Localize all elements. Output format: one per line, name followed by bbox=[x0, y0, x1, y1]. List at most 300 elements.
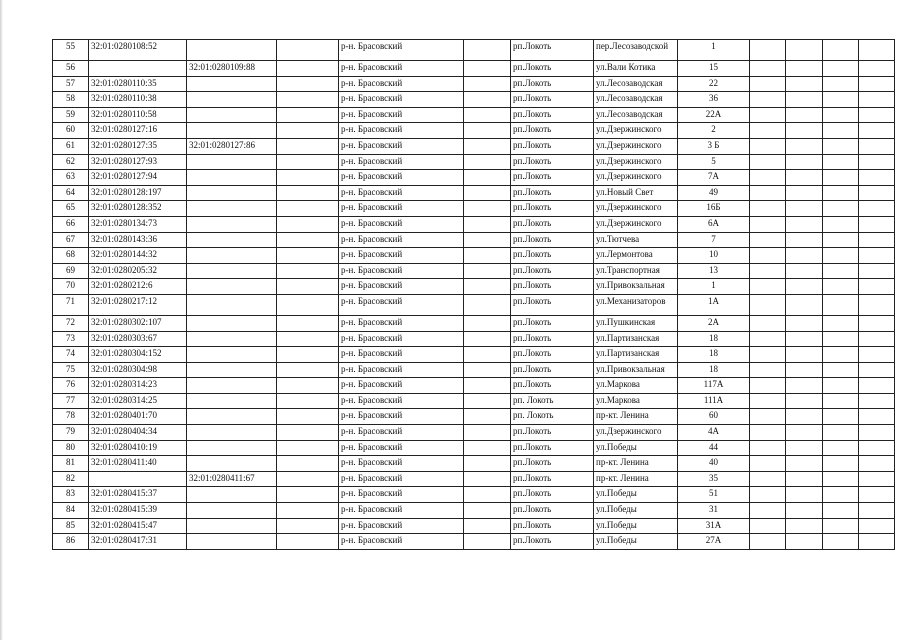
empty-cell bbox=[464, 487, 511, 503]
empty-cell bbox=[786, 232, 823, 248]
cadastral-number-cell: 32:01:0280127:93 bbox=[89, 154, 187, 170]
street-cell: ул.Победы bbox=[594, 518, 678, 534]
empty-cell bbox=[859, 263, 895, 279]
house-number-cell: 18 bbox=[678, 331, 750, 347]
settlement-cell: рп.Локоть bbox=[511, 440, 594, 456]
cadastral-number-cell bbox=[89, 471, 187, 487]
empty-cell bbox=[859, 440, 895, 456]
cadastral-number-cell: 32:01:0280127:35 bbox=[89, 138, 187, 154]
empty-cell bbox=[823, 471, 859, 487]
house-number-cell: 22А bbox=[678, 107, 750, 123]
cadastral-number-cell: 32:01:0280127:16 bbox=[89, 123, 187, 139]
empty-cell bbox=[823, 92, 859, 108]
empty-cell bbox=[750, 263, 786, 279]
house-number-cell: 36 bbox=[678, 92, 750, 108]
settlement-cell: рп.Локоть bbox=[511, 61, 594, 77]
empty-cell bbox=[277, 425, 339, 441]
district-cell: р-н. Брасовский bbox=[339, 393, 464, 409]
secondary-cadastral-cell bbox=[187, 123, 277, 139]
empty-cell bbox=[786, 456, 823, 472]
district-cell: р-н. Брасовский bbox=[339, 331, 464, 347]
settlement-cell: рп.Локоть bbox=[511, 216, 594, 232]
empty-cell bbox=[823, 107, 859, 123]
row-number: 62 bbox=[53, 154, 89, 170]
empty-cell bbox=[823, 315, 859, 331]
table-row bbox=[53, 440, 895, 456]
row-number: 71 bbox=[53, 294, 89, 315]
cadastral-number-cell: 32:01:0280110:38 bbox=[89, 92, 187, 108]
empty-cell bbox=[750, 61, 786, 77]
cadastral-number-cell: 32:01:0280415:37 bbox=[89, 487, 187, 503]
secondary-cadastral-cell bbox=[187, 409, 277, 425]
empty-cell bbox=[859, 362, 895, 378]
settlement-cell: рп.Локоть bbox=[511, 456, 594, 472]
empty-cell bbox=[277, 263, 339, 279]
secondary-cadastral-cell bbox=[187, 425, 277, 441]
empty-cell bbox=[464, 216, 511, 232]
empty-cell bbox=[464, 232, 511, 248]
table-row bbox=[53, 409, 895, 425]
row-number: 82 bbox=[53, 471, 89, 487]
street-cell: ул.Маркова bbox=[594, 393, 678, 409]
empty-cell bbox=[750, 518, 786, 534]
row-number: 78 bbox=[53, 409, 89, 425]
district-cell: р-н. Брасовский bbox=[339, 425, 464, 441]
empty-cell bbox=[786, 248, 823, 264]
district-cell: р-н. Брасовский bbox=[339, 40, 464, 61]
district-cell: р-н. Брасовский bbox=[339, 248, 464, 264]
empty-cell bbox=[464, 201, 511, 217]
house-number-cell: 35 bbox=[678, 471, 750, 487]
district-cell: р-н. Брасовский bbox=[339, 294, 464, 315]
empty-cell bbox=[464, 107, 511, 123]
empty-cell bbox=[859, 534, 895, 550]
row-number: 86 bbox=[53, 534, 89, 550]
table-row bbox=[53, 76, 895, 92]
empty-cell bbox=[750, 347, 786, 363]
empty-cell bbox=[859, 409, 895, 425]
empty-cell bbox=[464, 185, 511, 201]
settlement-cell: рп.Локоть bbox=[511, 154, 594, 170]
street-cell: ул.Дзержинского bbox=[594, 154, 678, 170]
table-row bbox=[53, 347, 895, 363]
empty-cell bbox=[823, 534, 859, 550]
street-cell: ул.Вали Котика bbox=[594, 61, 678, 77]
empty-cell bbox=[786, 331, 823, 347]
empty-cell bbox=[464, 518, 511, 534]
cadastral-number-cell: 32:01:0280144:32 bbox=[89, 248, 187, 264]
table-row bbox=[53, 487, 895, 503]
house-number-cell: 10 bbox=[678, 248, 750, 264]
empty-cell bbox=[859, 61, 895, 77]
empty-cell bbox=[277, 534, 339, 550]
settlement-cell: рп.Локоть bbox=[511, 170, 594, 186]
empty-cell bbox=[750, 201, 786, 217]
cadastral-number-cell: 32:01:0280110:58 bbox=[89, 107, 187, 123]
empty-cell bbox=[786, 138, 823, 154]
empty-cell bbox=[750, 393, 786, 409]
cadastral-number-cell: 32:01:0280417:31 bbox=[89, 534, 187, 550]
empty-cell bbox=[786, 503, 823, 519]
secondary-cadastral-cell bbox=[187, 248, 277, 264]
empty-cell bbox=[464, 393, 511, 409]
settlement-cell: рп.Локоть bbox=[511, 107, 594, 123]
table-row bbox=[53, 40, 895, 61]
row-number: 83 bbox=[53, 487, 89, 503]
settlement-cell: рп.Локоть bbox=[511, 471, 594, 487]
empty-cell bbox=[786, 518, 823, 534]
empty-cell bbox=[277, 393, 339, 409]
row-number: 64 bbox=[53, 185, 89, 201]
empty-cell bbox=[823, 487, 859, 503]
settlement-cell: рп.Локоть bbox=[511, 294, 594, 315]
table-row bbox=[53, 201, 895, 217]
cadastral-number-cell: 32:01:0280304:152 bbox=[89, 347, 187, 363]
street-cell: ул.Привокзальная bbox=[594, 362, 678, 378]
street-cell: ул.Победы bbox=[594, 487, 678, 503]
empty-cell bbox=[750, 138, 786, 154]
house-number-cell: 49 bbox=[678, 185, 750, 201]
district-cell: р-н. Брасовский bbox=[339, 456, 464, 472]
settlement-cell: рп.Локоть bbox=[511, 138, 594, 154]
secondary-cadastral-cell bbox=[187, 440, 277, 456]
empty-cell bbox=[277, 61, 339, 77]
table-row bbox=[53, 471, 895, 487]
house-number-cell: 1А bbox=[678, 294, 750, 315]
street-cell: ул.Лесозаводская bbox=[594, 76, 678, 92]
empty-cell bbox=[464, 315, 511, 331]
street-cell: ул.Дзержинского bbox=[594, 425, 678, 441]
secondary-cadastral-cell bbox=[187, 534, 277, 550]
district-cell: р-н. Брасовский bbox=[339, 440, 464, 456]
cadastral-number-cell: 32:01:0280303:67 bbox=[89, 331, 187, 347]
empty-cell bbox=[859, 518, 895, 534]
secondary-cadastral-cell: 32:01:0280411:67 bbox=[187, 471, 277, 487]
empty-cell bbox=[750, 409, 786, 425]
empty-cell bbox=[464, 425, 511, 441]
empty-cell bbox=[859, 471, 895, 487]
cadastral-number-cell: 32:01:0280401:70 bbox=[89, 409, 187, 425]
cadastral-number-cell bbox=[89, 61, 187, 77]
settlement-cell: рп. Локоть bbox=[511, 409, 594, 425]
house-number-cell: 44 bbox=[678, 440, 750, 456]
empty-cell bbox=[786, 294, 823, 315]
scan-edge-shadow bbox=[0, 0, 3, 640]
settlement-cell: рп.Локоть bbox=[511, 362, 594, 378]
empty-cell bbox=[786, 393, 823, 409]
empty-cell bbox=[750, 534, 786, 550]
secondary-cadastral-cell bbox=[187, 92, 277, 108]
empty-cell bbox=[786, 263, 823, 279]
table-row bbox=[53, 518, 895, 534]
secondary-cadastral-cell bbox=[187, 487, 277, 503]
street-cell: ул.Дзержинского bbox=[594, 170, 678, 186]
empty-cell bbox=[823, 40, 859, 61]
empty-cell bbox=[277, 456, 339, 472]
table-row bbox=[53, 123, 895, 139]
empty-cell bbox=[464, 347, 511, 363]
empty-cell bbox=[750, 248, 786, 264]
street-cell: ул.Привокзальная bbox=[594, 279, 678, 295]
house-number-cell: 18 bbox=[678, 362, 750, 378]
table-row bbox=[53, 456, 895, 472]
empty-cell bbox=[464, 279, 511, 295]
empty-cell bbox=[786, 409, 823, 425]
empty-cell bbox=[750, 440, 786, 456]
empty-cell bbox=[464, 471, 511, 487]
settlement-cell: рп.Локоть bbox=[511, 248, 594, 264]
street-cell: ул.Маркова bbox=[594, 378, 678, 394]
empty-cell bbox=[786, 40, 823, 61]
house-number-cell: 15 bbox=[678, 61, 750, 77]
empty-cell bbox=[823, 362, 859, 378]
empty-cell bbox=[750, 92, 786, 108]
empty-cell bbox=[277, 279, 339, 295]
street-cell: ул.Победы bbox=[594, 534, 678, 550]
empty-cell bbox=[750, 471, 786, 487]
empty-cell bbox=[277, 294, 339, 315]
empty-cell bbox=[859, 216, 895, 232]
district-cell: р-н. Брасовский bbox=[339, 518, 464, 534]
secondary-cadastral-cell bbox=[187, 279, 277, 295]
house-number-cell: 18 bbox=[678, 347, 750, 363]
empty-cell bbox=[786, 107, 823, 123]
empty-cell bbox=[859, 487, 895, 503]
row-number: 80 bbox=[53, 440, 89, 456]
empty-cell bbox=[859, 279, 895, 295]
cadastral-number-cell: 32:01:0280314:25 bbox=[89, 393, 187, 409]
empty-cell bbox=[823, 279, 859, 295]
empty-cell bbox=[786, 76, 823, 92]
row-number: 84 bbox=[53, 503, 89, 519]
empty-cell bbox=[859, 232, 895, 248]
empty-cell bbox=[750, 315, 786, 331]
house-number-cell: 1 bbox=[678, 279, 750, 295]
table-body bbox=[53, 40, 895, 550]
house-number-cell: 60 bbox=[678, 409, 750, 425]
row-number: 60 bbox=[53, 123, 89, 139]
house-number-cell: 22 bbox=[678, 76, 750, 92]
district-cell: р-н. Брасовский bbox=[339, 185, 464, 201]
empty-cell bbox=[859, 40, 895, 61]
house-number-cell: 111А bbox=[678, 393, 750, 409]
house-number-cell: 7А bbox=[678, 170, 750, 186]
table-row bbox=[53, 378, 895, 394]
street-cell: пр-кт. Ленина bbox=[594, 456, 678, 472]
settlement-cell: рп.Локоть bbox=[511, 331, 594, 347]
secondary-cadastral-cell bbox=[187, 294, 277, 315]
table-row bbox=[53, 279, 895, 295]
empty-cell bbox=[859, 347, 895, 363]
secondary-cadastral-cell bbox=[187, 503, 277, 519]
table-row bbox=[53, 248, 895, 264]
secondary-cadastral-cell bbox=[187, 456, 277, 472]
row-number: 74 bbox=[53, 347, 89, 363]
district-cell: р-н. Брасовский bbox=[339, 138, 464, 154]
table-row bbox=[53, 331, 895, 347]
row-number: 79 bbox=[53, 425, 89, 441]
empty-cell bbox=[859, 294, 895, 315]
empty-cell bbox=[823, 61, 859, 77]
secondary-cadastral-cell bbox=[187, 347, 277, 363]
empty-cell bbox=[277, 232, 339, 248]
cadastral-number-cell: 32:01:0280143:36 bbox=[89, 232, 187, 248]
row-number: 65 bbox=[53, 201, 89, 217]
table-row bbox=[53, 92, 895, 108]
street-cell: ул.Лесозаводская bbox=[594, 92, 678, 108]
empty-cell bbox=[750, 232, 786, 248]
street-cell: ул.Партизанская bbox=[594, 331, 678, 347]
row-number: 55 bbox=[53, 40, 89, 61]
row-number: 85 bbox=[53, 518, 89, 534]
settlement-cell: рп.Локоть bbox=[511, 263, 594, 279]
empty-cell bbox=[823, 518, 859, 534]
cadastral-number-cell: 32:01:0280134:73 bbox=[89, 216, 187, 232]
settlement-cell: рп.Локоть bbox=[511, 518, 594, 534]
street-cell: ул.Тютчева bbox=[594, 232, 678, 248]
district-cell: р-н. Брасовский bbox=[339, 216, 464, 232]
empty-cell bbox=[750, 154, 786, 170]
house-number-cell: 6А bbox=[678, 216, 750, 232]
settlement-cell: рп.Локоть bbox=[511, 503, 594, 519]
empty-cell bbox=[823, 232, 859, 248]
row-number: 72 bbox=[53, 315, 89, 331]
cadastral-number-cell: 32:01:0280410:19 bbox=[89, 440, 187, 456]
house-number-cell: 5 bbox=[678, 154, 750, 170]
district-cell: р-н. Брасовский bbox=[339, 487, 464, 503]
empty-cell bbox=[277, 76, 339, 92]
table-row bbox=[53, 61, 895, 77]
empty-cell bbox=[786, 216, 823, 232]
table-row bbox=[53, 154, 895, 170]
street-cell: ул.Дзержинского bbox=[594, 138, 678, 154]
secondary-cadastral-cell bbox=[187, 232, 277, 248]
empty-cell bbox=[823, 294, 859, 315]
district-cell: р-н. Брасовский bbox=[339, 170, 464, 186]
secondary-cadastral-cell bbox=[187, 331, 277, 347]
empty-cell bbox=[823, 503, 859, 519]
empty-cell bbox=[859, 107, 895, 123]
settlement-cell: рп.Локоть bbox=[511, 425, 594, 441]
street-cell: ул.Пушкинская bbox=[594, 315, 678, 331]
empty-cell bbox=[859, 201, 895, 217]
empty-cell bbox=[786, 362, 823, 378]
empty-cell bbox=[859, 503, 895, 519]
empty-cell bbox=[277, 40, 339, 61]
empty-cell bbox=[786, 487, 823, 503]
settlement-cell: рп.Локоть bbox=[511, 232, 594, 248]
empty-cell bbox=[277, 92, 339, 108]
table-row bbox=[53, 362, 895, 378]
cadastral-number-cell: 32:01:0280314:23 bbox=[89, 378, 187, 394]
settlement-cell: рп.Локоть bbox=[511, 76, 594, 92]
cadastral-number-cell: 32:01:0280127:94 bbox=[89, 170, 187, 186]
row-number: 59 bbox=[53, 107, 89, 123]
empty-cell bbox=[277, 107, 339, 123]
empty-cell bbox=[750, 123, 786, 139]
row-number: 56 bbox=[53, 61, 89, 77]
empty-cell bbox=[464, 503, 511, 519]
house-number-cell: 4А bbox=[678, 425, 750, 441]
cadastral-number-cell: 32:01:0280108:52 bbox=[89, 40, 187, 61]
row-number: 58 bbox=[53, 92, 89, 108]
empty-cell bbox=[464, 76, 511, 92]
street-cell: ул.Дзержинского bbox=[594, 216, 678, 232]
empty-cell bbox=[277, 185, 339, 201]
cadastral-number-cell: 32:01:0280212:6 bbox=[89, 279, 187, 295]
empty-cell bbox=[823, 216, 859, 232]
empty-cell bbox=[859, 378, 895, 394]
settlement-cell: рп.Локоть bbox=[511, 279, 594, 295]
empty-cell bbox=[823, 201, 859, 217]
empty-cell bbox=[277, 154, 339, 170]
empty-cell bbox=[859, 456, 895, 472]
table-row bbox=[53, 185, 895, 201]
empty-cell bbox=[750, 378, 786, 394]
empty-cell bbox=[859, 331, 895, 347]
secondary-cadastral-cell bbox=[187, 154, 277, 170]
empty-cell bbox=[786, 61, 823, 77]
empty-cell bbox=[277, 170, 339, 186]
empty-cell bbox=[464, 378, 511, 394]
secondary-cadastral-cell bbox=[187, 362, 277, 378]
cadastral-number-cell: 32:01:0280415:47 bbox=[89, 518, 187, 534]
district-cell: р-н. Брасовский bbox=[339, 201, 464, 217]
empty-cell bbox=[786, 534, 823, 550]
row-number: 69 bbox=[53, 263, 89, 279]
empty-cell bbox=[277, 123, 339, 139]
empty-cell bbox=[750, 294, 786, 315]
row-number: 73 bbox=[53, 331, 89, 347]
row-number: 70 bbox=[53, 279, 89, 295]
table-row bbox=[53, 170, 895, 186]
district-cell: р-н. Брасовский bbox=[339, 263, 464, 279]
empty-cell bbox=[464, 248, 511, 264]
empty-cell bbox=[277, 331, 339, 347]
empty-cell bbox=[750, 425, 786, 441]
street-cell: ул.Лермонтова bbox=[594, 248, 678, 264]
secondary-cadastral-cell bbox=[187, 170, 277, 186]
district-cell: р-н. Брасовский bbox=[339, 61, 464, 77]
empty-cell bbox=[277, 409, 339, 425]
street-cell: ул.Механизаторов bbox=[594, 294, 678, 315]
settlement-cell: рп.Локоть bbox=[511, 201, 594, 217]
empty-cell bbox=[277, 378, 339, 394]
empty-cell bbox=[823, 393, 859, 409]
empty-cell bbox=[464, 138, 511, 154]
table-row bbox=[53, 425, 895, 441]
row-number: 63 bbox=[53, 170, 89, 186]
settlement-cell: рп.Локоть bbox=[511, 347, 594, 363]
row-number: 76 bbox=[53, 378, 89, 394]
empty-cell bbox=[786, 440, 823, 456]
secondary-cadastral-cell bbox=[187, 315, 277, 331]
empty-cell bbox=[859, 138, 895, 154]
empty-cell bbox=[786, 425, 823, 441]
district-cell: р-н. Брасовский bbox=[339, 154, 464, 170]
empty-cell bbox=[277, 518, 339, 534]
street-cell: ул.Транспортная bbox=[594, 263, 678, 279]
secondary-cadastral-cell bbox=[187, 393, 277, 409]
empty-cell bbox=[859, 425, 895, 441]
table-row bbox=[53, 138, 895, 154]
empty-cell bbox=[750, 170, 786, 186]
row-number: 77 bbox=[53, 393, 89, 409]
empty-cell bbox=[277, 362, 339, 378]
secondary-cadastral-cell: 32:01:0280109:88 bbox=[187, 61, 277, 77]
cadastral-number-cell: 32:01:0280304:98 bbox=[89, 362, 187, 378]
secondary-cadastral-cell bbox=[187, 201, 277, 217]
